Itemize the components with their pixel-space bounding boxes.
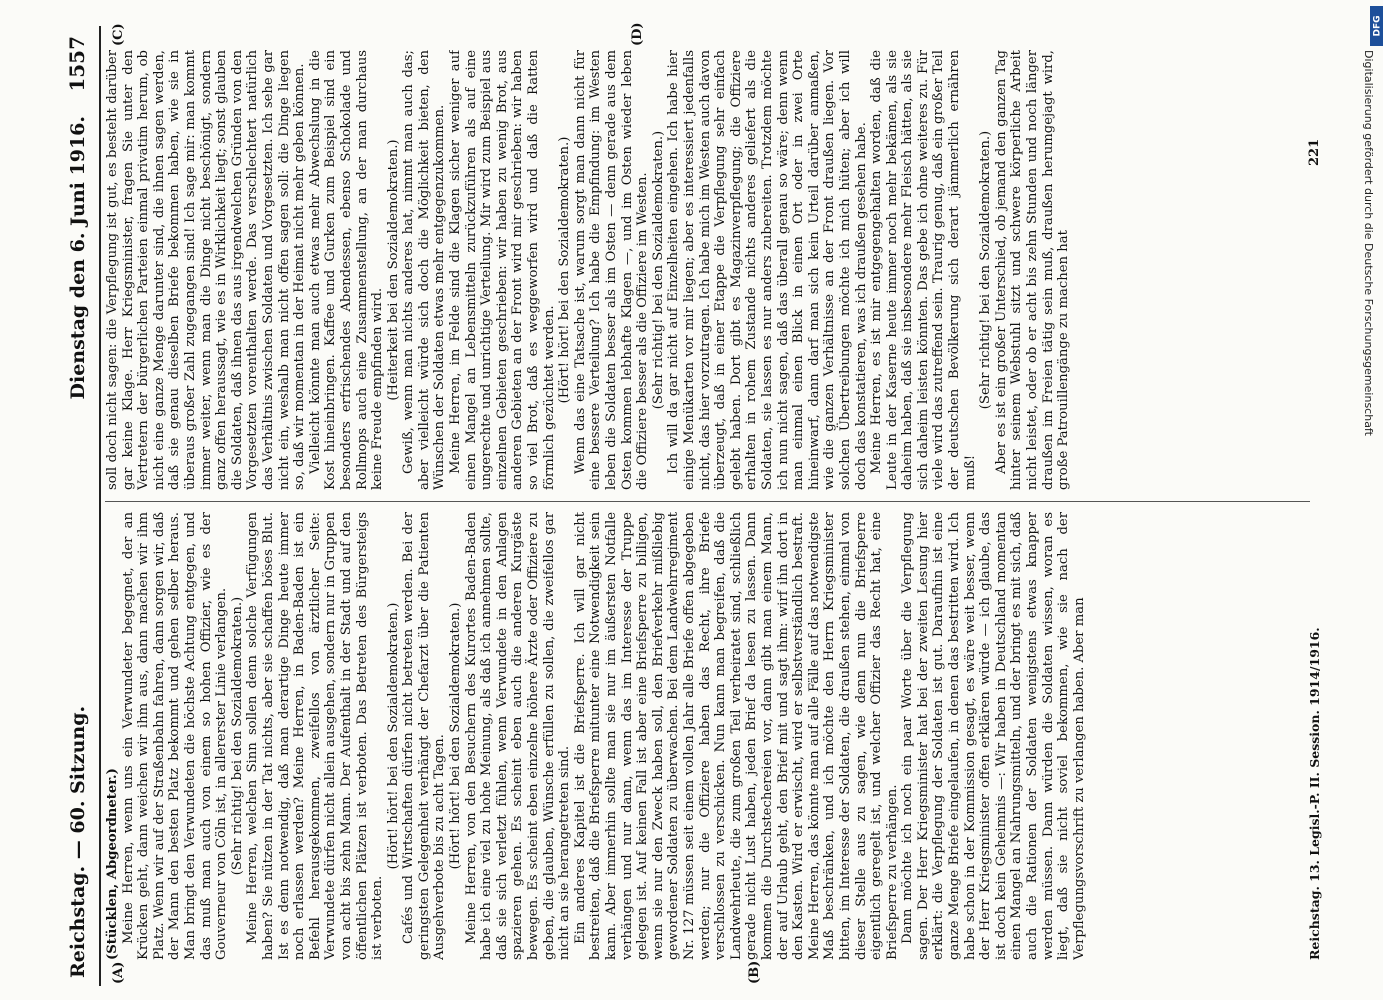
dfg-logo-text: DFG — [1372, 15, 1383, 37]
paragraph: Aber es ist ein großer Unterschied, ob jemand den ganzen Tag hinter seinem Webstuhl sitzt und schwere körperliche Arbeit nicht leistet, oder ob er acht bis zehn Stunden und noch länger draußen im Freien tätig sein muß, draußen herumgejagt wird, große Patrouillengänge zu machen hat — [993, 50, 1072, 490]
page-header — [65, 26, 101, 986]
margin-marker-d: (D) — [630, 22, 645, 46]
page-number: 1557 — [65, 36, 89, 92]
right-column — [105, 50, 1305, 490]
paragraph: Cafés und Wirtschaften dürfen nicht betreten werden. Bei der geringsten Gelegenheit verhängt der Chefarzt über die Patienten Ausgehverbote bis zu acht Tagen. — [401, 512, 448, 960]
paragraph: Meine Herren, im Felde sind die Klagen sicher weniger auf einen Mangel an Lebensmitteln zurückzuführen als auf eine ungerechte und unrichtige Verteilung. Mir wird zum Beispiel aus einzelnen Gebieten geschrieben: wir haben zu wenig Brot, aus anderen Gebieten an der Front wird mir geschrieben: wir haben so viel Brot, daß es weggeworfen wird und daß die Ratten förmlich gezüchtet werden. — [448, 50, 557, 490]
header-rule — [99, 26, 101, 986]
paragraph: Vielleicht könnte man auch etwas mehr Abwechslung in die Kost hineinbringen. Kaffee und Gurken zum Beispiel sind ein besonders erfrischendes Abendessen, ebenso Schokolade und Rollmops auch eine Zusammenstellung, an der man durchaus keine Freude empfinden wird. — [307, 50, 386, 490]
interjection: (Sehr richtig! bei den Sozialdemokraten.) — [978, 130, 994, 410]
paragraph: Gewiß, wenn man nichts anderes hat, nimmt man auch das; aber vielleicht würde sich doch die Möglichkeit bieten, den Wünschen der Soldaten etwas mehr entgegenzukommen. — [401, 50, 448, 490]
paragraph: Meine Herren, welchen Sinn sollen denn solche Verfügungen haben? Sie nützen in der Tat nichts, aber sie schaffen böses Blut. Ist es denn notwendig, daß man derartige Dinge heute immer noch erlassen werden? Meine Herren, in Baden-Baden ist ein Befehl herausgekommen, zweifellos von ärztlicher Seite: Verwundete dürfen nicht allein ausgehen, sondern nur in Gruppen von acht bis zehn Mann. Der Aufenthalt in der Stadt und auf den öffentlichen Plätzen ist verboten. Das Betreten des Bürgersteigs ist verboten. — [245, 512, 386, 960]
paragraph: Meine Herren, wenn uns ein Verwundeter begegnet, der an Krücken geht, dann weichen wir ihm aus, dann machen wir ihm Platz. Wenn wir auf der Straßenbahn fahren, dann sorgen wir, daß der Mann den besten Platz bekommt und gehen selber heraus. Man bringt den Verwundeten die höchste Achtung entgegen, und das muß man auch von einem so hohen Offizier, wie es der Gouverneur von Cöln ist, in allererster Linie verlangen. — [120, 512, 230, 960]
margin-marker-c: (C) — [111, 23, 126, 46]
speaker-line: (Stücklen, Abgeordneter.) — [105, 768, 120, 960]
paragraph: Dann möchte ich noch ein paar Worte über die Verpflegung sagen. Der Herr Kriegsminister hat bei der zweiten Lesung hier erklärt: die Verpflegung der Soldaten ist gut. Daraufhin ist eine ganze Menge Briefe eingelaufen, in denen das bestritten wird. Ich habe schon in der Kommission gesagt, es wäre weit besser, wenn der Herr Kriegsminister offen erklären würde — ich glaube, das ist doch kein Geheimnis —: Wir haben in Deutschland momentan einen Mangel an Nahrungsmitteln, und der bringt es mit sich, daß auch die Rationen der Soldaten wenigstens etwas knapper werden müssen. Dann würden die Soldaten wissen, woran es liegt, daß sie nicht soviel bekommen, wie sie nach der Verpflegungsvorschrift zu verlangen haben. Aber man — [900, 512, 1087, 960]
interjection: (Hört! hört! bei den Sozialdemokraten.) — [448, 602, 464, 870]
dfg-logo-icon — [1370, 6, 1383, 46]
paragraph: Wenn das eine Tatsache ist, warum sorgt man dann nicht für eine bessere Verteilung? Ich habe die Empfindung: im Westen leben die Soldaten besser als im Osten — denn gerade aus dem Osten kommen lebhafte Klagen —, und im Osten wieder leben die Offiziere besser als die Offiziere im Westen. — [572, 50, 651, 490]
interjection: (Heiterkeit bei den Sozialdemokraten.) — [385, 139, 401, 401]
interjection: (Sehr richtig! bei den Sozialdemokraten.) — [650, 130, 666, 410]
footer-session-line: Reichstag. 13. Legisl.-P. II. Session. 1914/1916. — [1307, 627, 1322, 960]
interjection: (Sehr richtig! bei den Sozialdemokraten.) — [229, 596, 245, 876]
paragraph: Meine Herren, es ist mir entgegengehalten worden, daß die Leute in der Kaserne heute immer noch mehr bekämen, als sie daheim haben, daß sie insbesondere mehr Fleisch hätten, als sie sich daheim leisten könnten. Das gebe ich ohne weiteres zu. Für viele wird das zutreffend sein. Traurig genug, daß ein großer Teil der deutschen Bevölkerung sich derart jämmerlich ernähren muß! — [869, 50, 978, 490]
left-column — [105, 512, 1305, 960]
paragraph: Ich will da gar nicht auf Einzelheiten eingehen. Ich habe hier einige Menükarten vor mir liegen; aber es interessiert jedenfalls nicht, das hier vorzutragen. Ich habe mich im Westen auch davon überzeugt, daß in einer Etappe die Verpflegung sehr einfach gelebt haben. Dort gibt es Magazinverpflegung; die Offiziere erhalten in rohem Zustande nichts anderes geliefert als die Soldaten, sie lassen es nur anders zubereiten. Trotzdem möchte ich nun nicht sagen, daß das überall genau so wäre; denn wenn man einmal einen Blick in einen Ort oder in zwei Orte hineinwarf, dann darf man sich kein Urteil darüber anmaßen, wie die ganzen Verhältnisse an der Front draußen liegen. Vor solchen Übertreibungen möchte ich mich hüten; aber ich will doch das konstatieren, was ich draußen gesehen habe. — [666, 50, 869, 490]
interjection: (Hört! hört! bei den Sozialdemokraten.) — [557, 136, 573, 404]
interjection: (Hört! hört! bei den Sozialdemokraten.) — [385, 602, 401, 870]
paragraph: Ein anderes Kapitel ist die Briefsperre. Ich will gar nicht bestreiten, daß die Briefsperre mitunter eine Notwendigkeit sein kann. Aber immerhin sollte man sie nur im äußersten Notfalle verhängen und nur dann, wenn das im Interesse der Truppe gelegen ist. Auf keinen Fall ist aber eine Briefsperre zu billigen, wenn sie nur den Zweck haben soll, den Briefverkehr mißliebig gewordener Soldaten zu überwachen. Bei dem Landwehrregiment Nr. 127 müssen seit einem vollen Jahr alle Briefe offen abgegeben werden; nur die Offiziere haben das Recht, ihre Briefe verschlossen zu verschicken. Nun kann man begreifen, daß die Landwehrleute, die zum großen Teil verheiratet sind, schließlich gerade nicht Lust haben, jeden Brief da lesen zu lassen. Dann kommen die Durchstechereien vor, dann gibt man einem Mann, der auf Urlaub geht, den Brief mit und sagt ihm: wirf ihn dort in den Kasten. Wird er erwischt, wird er selbstverständlich bestraft. Meine Herren, das könnte man auf alle Fälle auf das notwendigste Maß beschränken, und ich möchte den Herrn Kriegsminister bitten, im Interesse der Soldaten, die draußen stehen, einmal von dieser Stelle aus zu sagen, wie denn nun die Briefsperre eigentlich geregelt ist, und welcher Offizier das Recht hat, eine Briefsperre zu verhängen. — [572, 512, 900, 960]
rotated-page — [65, 22, 1325, 986]
header-left-title: Reichstag. — 60. Sitzung. — [67, 705, 89, 978]
digitization-credit: Digitalisierung gefördert durch die Deutsche Forschungsgemeinschaft — [1362, 50, 1375, 436]
paragraph: Meine Herren, von den Besuchern des Kurortes Baden-Baden habe ich eine viel zu hohe Meinung, als daß ich annehmen sollte, daß sie sich verletzt fühlen, wenn Verwundete in den Anlagen spazieren gehen. Es scheint eben auch die anderen Kurgäste bewegen. Es scheint eben einzelne höhere Ärzte oder Offiziere zu geben, die glauben, Wünsche erfüllen zu sollen, die zweifellos gar nicht an sie herangetreten sind. — [463, 512, 573, 960]
margin-marker-a: (A) — [111, 961, 126, 984]
paragraph: soll doch nicht sagen: die Verpflegung ist gut, es besteht darüber gar keine Klage. Herr Kriegsminister, fragen Sie unter den Vertretern der bürgerlichen Parteien einmal privatim herum, ob nicht eine ganze Menge darunter sind, die ihnen sagen werden, daß sie genau dieselben Briefe bekommen haben, wie sie in überaus großer Zahl zugegangen sind! Ich sage mir: man kommt immer weiter, wenn man die Dinge nicht beschönigt, sondern ganz offen heraussagt, wie es in Wirklichkeit liegt; sonst glauben die Soldaten, daß ihnen das aus irgendwelchen Gründen von den Vorgesetzten vorenthalten werde. Das verschlechtert natürlich das Verhältnis zwischen Soldaten und Vorgesetzten. Ich sehe gar nicht ein, weshalb man nicht offen sagen soll: die Dinge liegen so, daß wir momentan in der Heimat nicht mehr geben können. — [105, 50, 308, 490]
column-divider — [105, 501, 1310, 502]
footer-sheet-number: 221 — [1307, 138, 1322, 166]
header-right-title: Dienstag den 6. Juni 1916. — [67, 116, 89, 400]
margin-marker-b: (B) — [747, 960, 762, 984]
